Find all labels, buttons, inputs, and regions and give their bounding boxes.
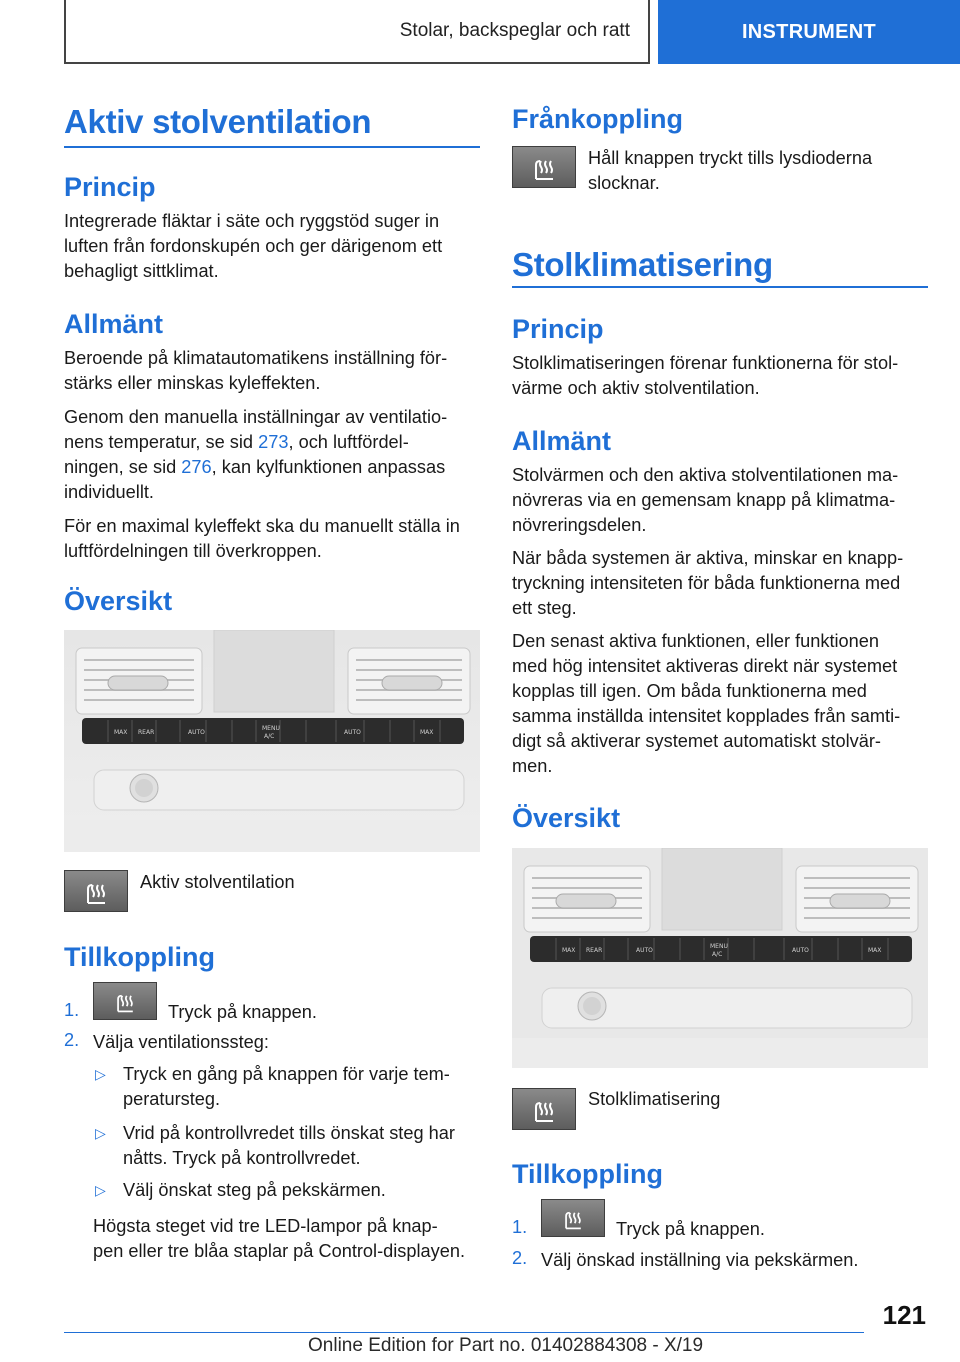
step-number-2: 2.: [64, 1030, 80, 1050]
allmant-right-p3: Den senast aktiva funktionen, eller funktionen med hög intensitet aktiveras direkt när systemet kopplas till igen. Om båda funktionerna med samma inställda intensitet kopplades från samti‐ digt så aktiverar systemet automatiskt stolvär‐ men.: [512, 631, 901, 776]
panel-label-auto-right: AUTO: [792, 947, 809, 954]
panel-label-max: MAX: [562, 947, 576, 954]
note-text: Högsta steget vid tre LED-lampor på knap‐ pen eller tre blåa staplar på Control-displayen.: [93, 1216, 466, 1261]
panel-label-max: MAX: [114, 729, 128, 736]
section-tab: [64, 0, 650, 64]
princip-right-text: Stolklimatiseringen förenar funktionerna för stol‐ värme och aktiv stolventilation.: [512, 353, 899, 398]
seat-ventilation-button-icon: [93, 982, 157, 1020]
bullet-triangle-icon: ▷: [95, 1125, 106, 1141]
title-rule: [64, 146, 480, 148]
seat-climate-button-icon: [512, 1088, 576, 1130]
climate-panel-photo: [64, 630, 480, 852]
allmant-right-p2: När båda systemen är aktiva, minskar en knapp‐ tryckning intensiteten för båda funktionerna med ett steg.: [512, 548, 904, 618]
heading-princip-right: Princip: [512, 314, 604, 344]
heading-princip: Princip: [64, 172, 156, 202]
heading-tillkoppling: Tillkoppling: [64, 942, 215, 972]
panel-label-ac: A/C: [712, 951, 723, 958]
step-number-1: 1.: [64, 1000, 80, 1020]
bullet-2-text: Vrid på kontrollvredet tills önskat steg har nåtts. Tryck på kontrollvredet.: [123, 1123, 455, 1168]
allmant-right-p1: Stolvärmen och den aktiva stolventilationen ma‐ növreras via en gemensam knapp på klimatma‐ növreringsdelen.: [512, 465, 899, 535]
step-2-text: Välja ventilationssteg:: [93, 1032, 269, 1052]
seat-ventilation-button-icon: [512, 146, 576, 188]
bullet-triangle-icon: ▷: [95, 1066, 106, 1082]
heading-tillkoppling-right: Tillkoppling: [512, 1159, 663, 1189]
heading-oversikt: Översikt: [64, 586, 173, 616]
panel-label-rear: REAR: [586, 947, 603, 954]
step-1-right-text: Tryck på knappen.: [616, 1219, 765, 1239]
bullet-1-text: Tryck en gång på knappen för varje tem‐ peratursteg.: [123, 1064, 450, 1109]
panel-label-menu: MENU: [710, 943, 728, 950]
panel-label-max-right: MAX: [420, 729, 434, 736]
panel-label-rear: REAR: [138, 729, 155, 736]
step-number-1: 1.: [512, 1217, 528, 1237]
page-link-273[interactable]: 273: [258, 432, 289, 452]
princip-text: Integrerade fläktar i säte och ryggstöd suger in luften från fordonskupén och ger därigenom ett behagligt sittklimat.: [64, 211, 443, 281]
climate-panel-photo-right: [512, 848, 928, 1068]
allmant-p3: För en maximal kyleffekt ska du manuellt ställa in luftfördelningen till överkroppen.: [64, 516, 460, 561]
bullet-triangle-icon: ▷: [95, 1182, 106, 1198]
step-1-text: Tryck på knappen.: [168, 1002, 317, 1022]
panel-label-auto: AUTO: [188, 729, 205, 736]
allmant-p1: Beroende på klimatautomatikens inställning för‐ stärks eller minskas kyleffekten.: [64, 348, 448, 393]
panel-label-auto-right: AUTO: [344, 729, 361, 736]
caption-stolklimatisering: Stolklimatisering: [588, 1089, 721, 1109]
chapter-tab[interactable]: [658, 0, 960, 64]
seat-ventilation-button-icon: [64, 870, 128, 912]
step-2-right-text: Välj önskad inställning via pekskärmen.: [541, 1250, 859, 1270]
page-link-276[interactable]: 276: [181, 457, 212, 477]
title-rule: [512, 286, 928, 288]
heading-oversikt-right: Översikt: [512, 803, 621, 833]
footer-edition: Online Edition for Part no. 01402884308 - X/19: [308, 1335, 704, 1356]
heading-allmant-right: Allmänt: [512, 426, 612, 456]
step-number-2: 2.: [512, 1248, 528, 1268]
panel-label-max-right: MAX: [868, 947, 882, 954]
footer-rule: [64, 1332, 864, 1333]
page-number: 121: [882, 1300, 926, 1330]
caption-aktiv-stolventilation: Aktiv stolventilation: [140, 872, 295, 892]
bullet-3-text: Välj önskat steg på pekskärmen.: [123, 1180, 386, 1200]
section-title: Stolar, backspeglar och ratt: [399, 20, 630, 41]
title-aktiv-stolventilation: Aktiv stolventilation: [64, 103, 372, 140]
chapter-title: INSTRUMENT: [741, 20, 877, 43]
panel-label-auto: AUTO: [636, 947, 653, 954]
seat-climate-button-icon: [541, 1199, 605, 1237]
title-stolklimatisering: Stolklimatisering: [512, 246, 773, 283]
heading-frankoppling: Frånkoppling: [512, 104, 683, 134]
frankoppling-text: Håll knappen tryckt tills lysdioderna slocknar.: [588, 148, 873, 193]
heading-allmant: Allmänt: [64, 309, 164, 339]
panel-label-menu: MENU: [262, 725, 280, 732]
allmant-p2: Genom den manuella inställningar av ventilatio‐ nens temperatur, se sid 273, och luftfördel‐ ningen, se sid 276, kan kylfunktionen anpassas individuellt.: [64, 407, 448, 502]
panel-label-ac: A/C: [264, 733, 275, 740]
